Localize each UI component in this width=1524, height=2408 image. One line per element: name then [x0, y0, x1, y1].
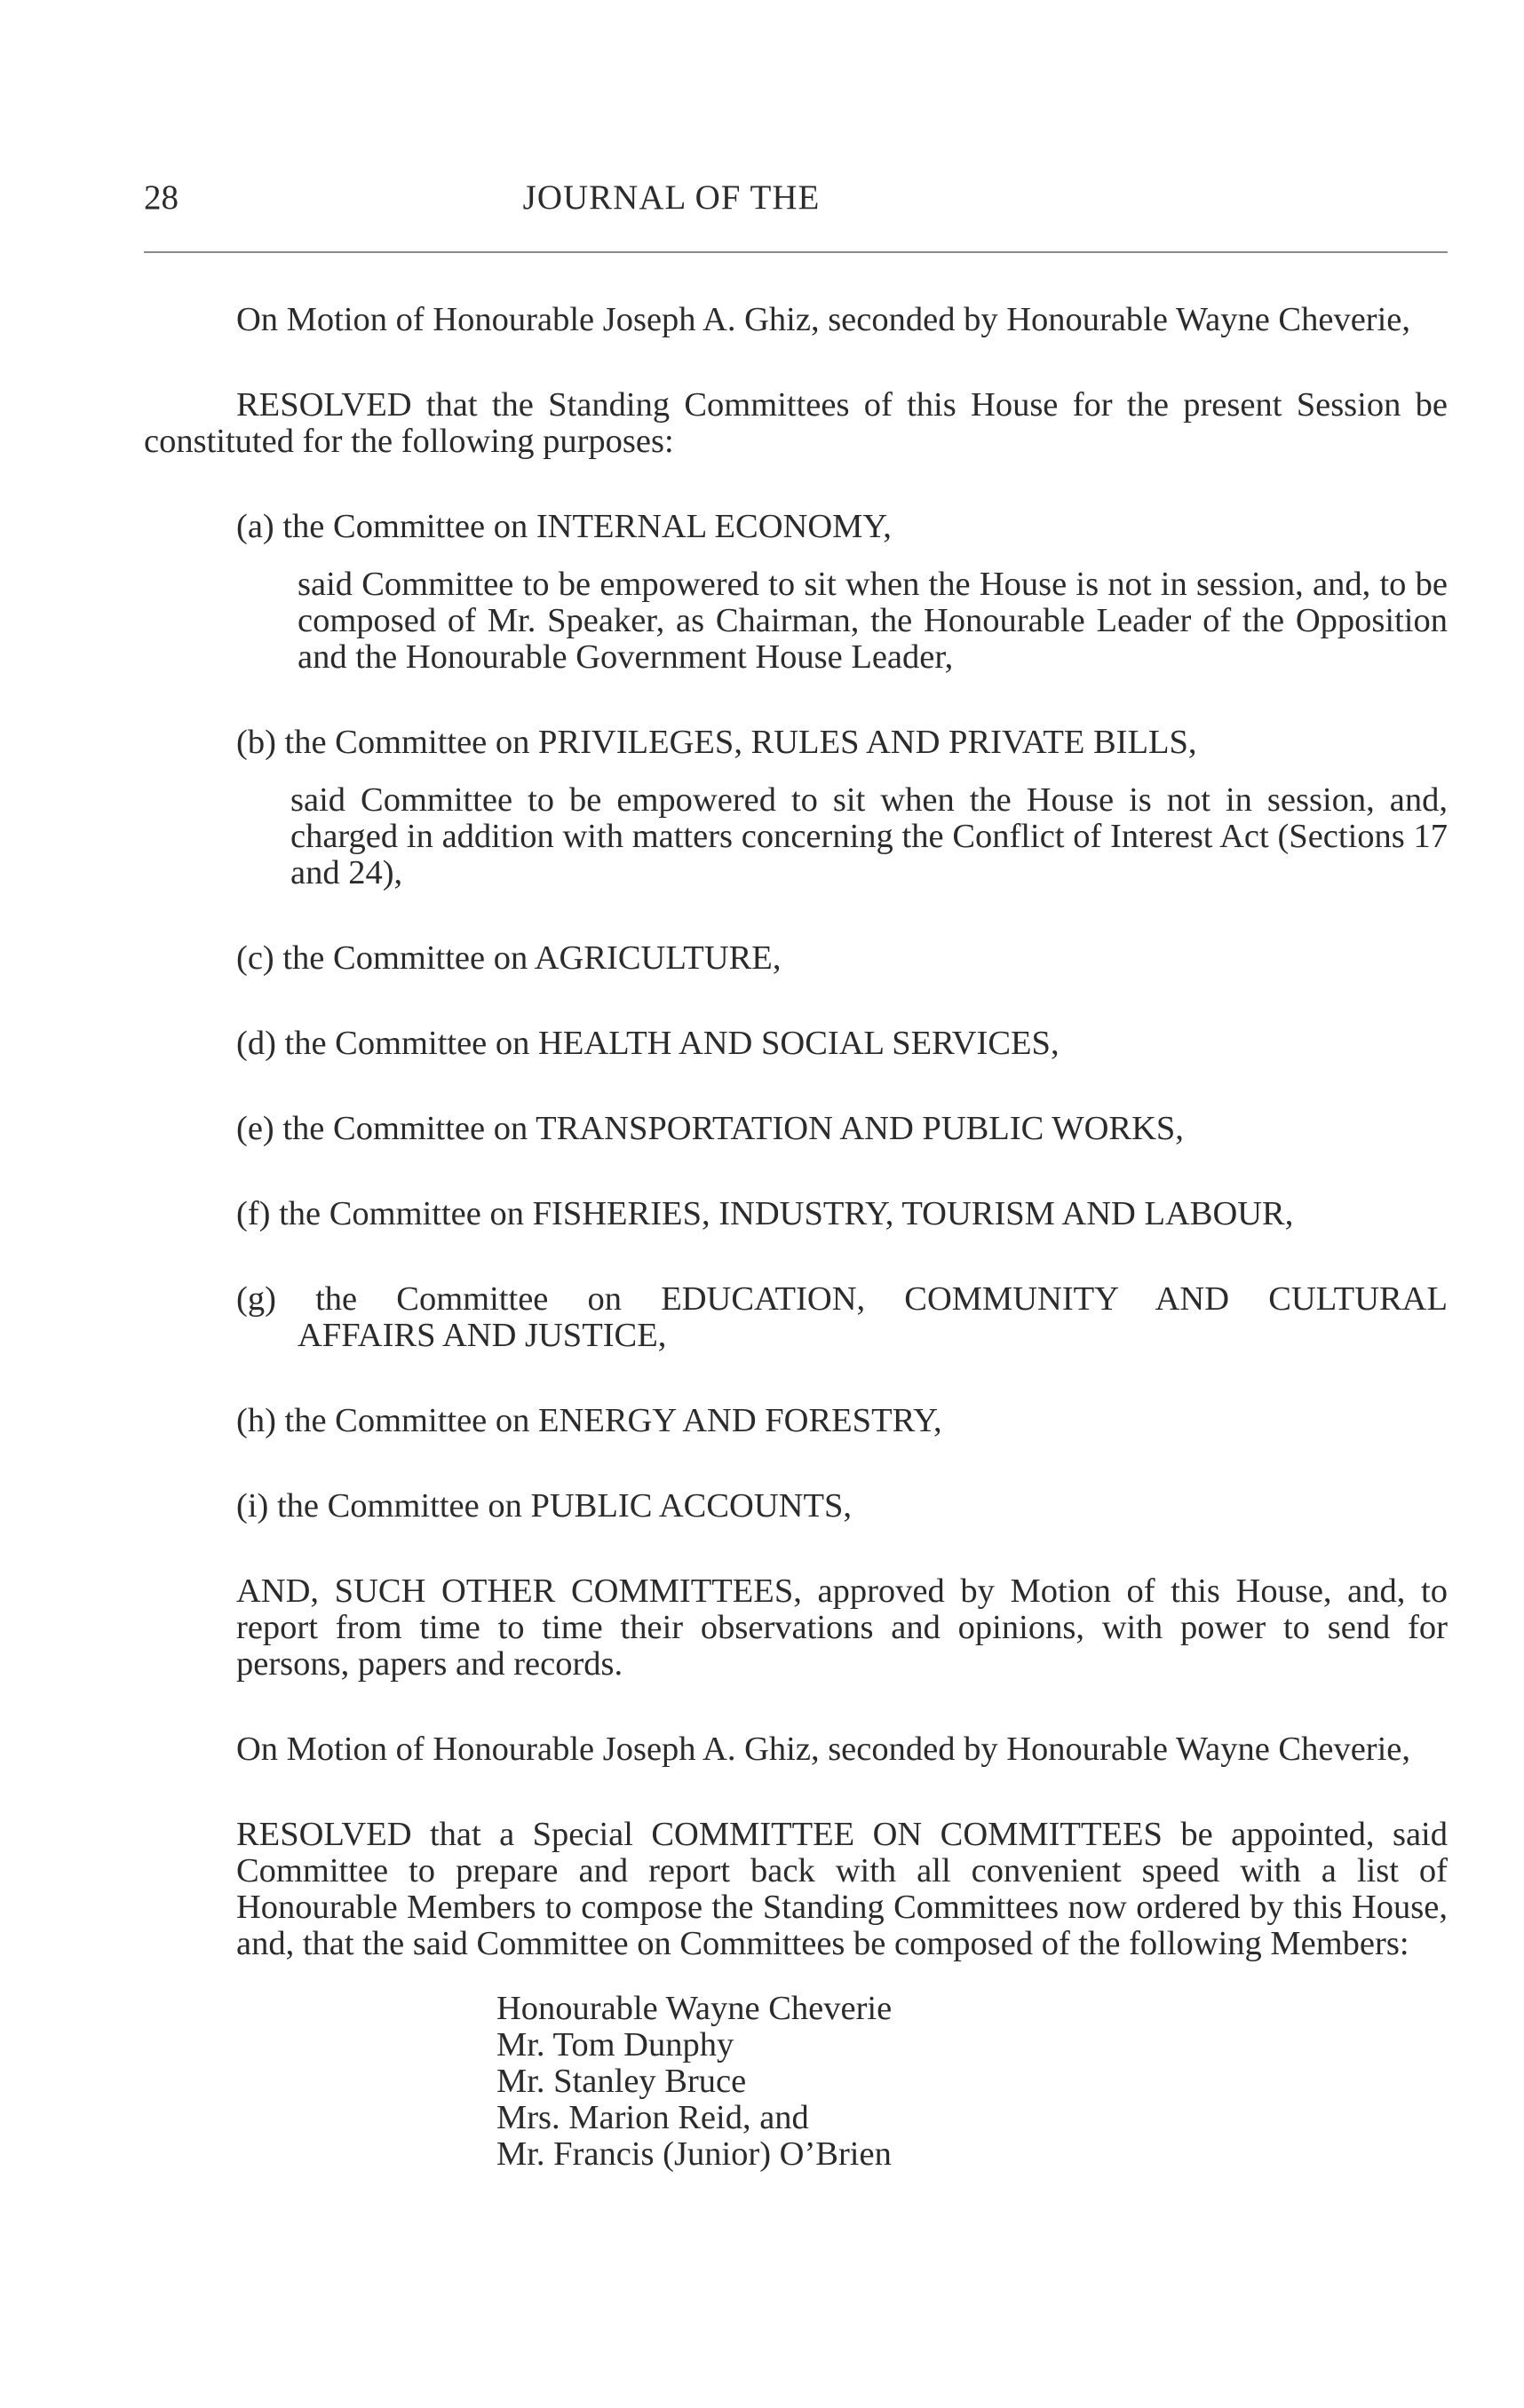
committee-item-g-line-2: AFFAIRS AND JUSTICE, [298, 1317, 667, 1354]
motion-paragraph-2: On Motion of Honourable Joseph A. Ghiz, seconded by Honourable Wayne Cheverie, [236, 1731, 1411, 1768]
resolved-paragraph-2: RESOLVED that a Special COMMITTEE ON COMMITTEES be appointed, said Committee to prepare and report back with all convenient speed with a list of Honourable Members to compose the Standing Committees now ordered by this House, and, that the said Committee on Committees be composed of the following Members: [236, 1816, 1448, 1962]
running-head: JOURNAL OF THE [522, 178, 821, 217]
committee-item-a-detail: said Committee to be empowered to sit when the House is not in session, and, to be composed of Mr. Speaker, as Chairman, the Honourable Leader of the Opposition and the Honourable Government House Leader, [298, 566, 1448, 676]
committee-item-g-line-1: (g) the Committee on EDUCATION, COMMUNITY AND CULTURAL [236, 1280, 1448, 1318]
committee-item-h: (h) the Committee on ENERGY AND FORESTRY, [236, 1402, 942, 1439]
committee-item-c: (c) the Committee on AGRICULTURE, [236, 939, 782, 977]
committee-item-i: (i) the Committee on PUBLIC ACCOUNTS, [236, 1487, 852, 1525]
committee-item-b-detail: said Committee to be empowered to sit when the House is not in session, and, charged in addition with matters concerning the Conflict of Interest Act (Sections 17 and 24), [290, 781, 1448, 891]
committee-item-g [236, 1281, 1448, 1354]
committee-item-b: (b) the Committee on PRIVILEGES, RULES AND PRIVATE BILLS, [236, 724, 1197, 761]
other-committees-paragraph: AND, SUCH OTHER COMMITTEES, approved by Motion of this House, and, to report from time to time their observations and opinions, with power to send for persons, papers and records. [236, 1572, 1448, 1683]
resolved-paragraph-1: RESOLVED that the Standing Committees of this House for the present Session be constituted for the following purposes: [144, 386, 1448, 460]
committee-item-a: (a) the Committee on INTERNAL ECONOMY, [236, 508, 892, 545]
committee-item-e: (e) the Committee on TRANSPORTATION AND PUBLIC WORKS, [236, 1110, 1184, 1147]
header-rule [144, 251, 1448, 253]
page-body [144, 302, 1448, 2173]
committee-item-f: (f) the Committee on FISHERIES, INDUSTRY, TOURISM AND LABOUR, [236, 1195, 1294, 1232]
member-name: Honourable Wayne Cheverie [496, 1990, 893, 2027]
member-name: Mrs. Marion Reid, and [496, 2099, 809, 2136]
member-name: Mr. Tom Dunphy [496, 2026, 734, 2063]
committee-item-d: (d) the Committee on HEALTH AND SOCIAL SERVICES, [236, 1025, 1060, 1062]
page-number: 28 [144, 178, 179, 217]
page-header [144, 176, 1448, 229]
member-name: Mr. Francis (Junior) O’Brien [496, 2135, 892, 2173]
committee-members-list [496, 1991, 1448, 2173]
motion-paragraph-1: On Motion of Honourable Joseph A. Ghiz, seconded by Honourable Wayne Cheverie, [236, 301, 1411, 338]
member-name: Mr. Stanley Bruce [496, 2063, 747, 2100]
